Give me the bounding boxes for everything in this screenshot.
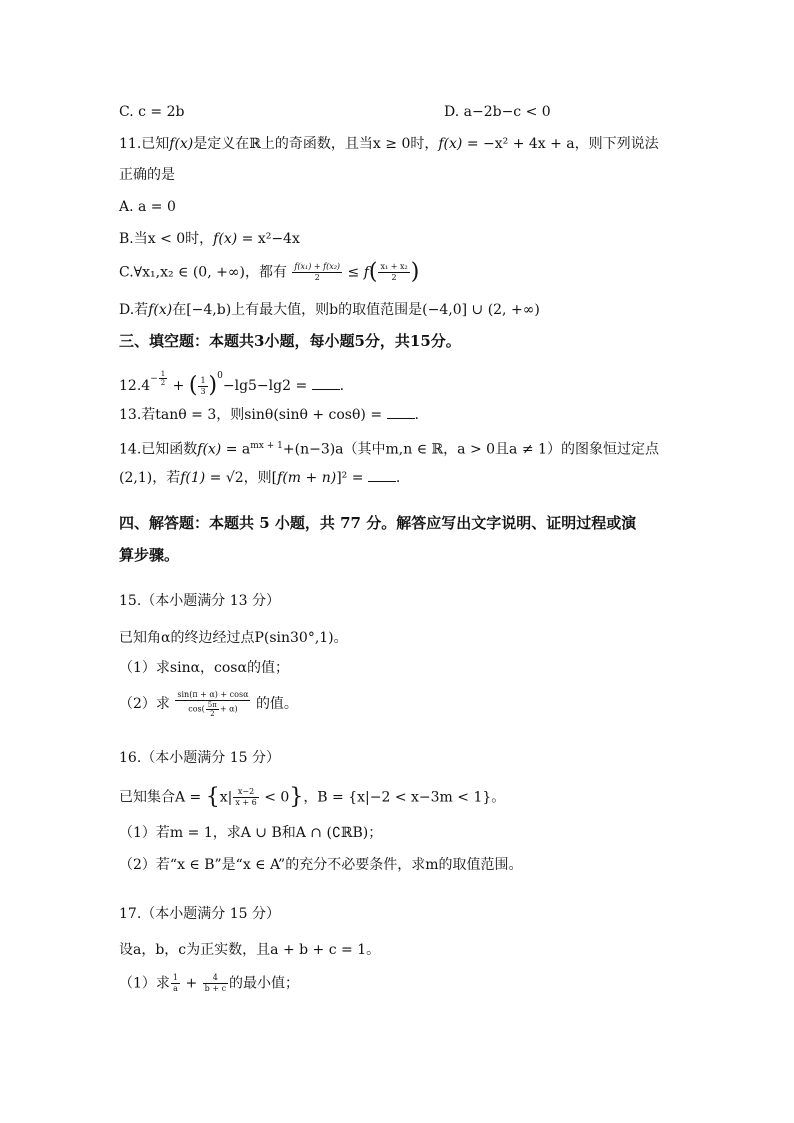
q12: $12.4^{- \frac{1}{2}}$ + ( $\frac{1}{3}$ )$^0$−lg5−lg2 = . [119,370,345,398]
q11-option-a: A. a = 0 [119,199,176,215]
q15-header: 15.（本小题满分 13 分） [119,593,280,609]
q17-header: 17.（本小题满分 15 分） [119,906,280,922]
q10-option-d: D. a−2b−c < 0 [444,104,551,120]
section-4-title-line2: 算步骤。 [119,546,180,564]
section-3-title: 三、填空题：本题共3小题，每小题5分，共15分。 [119,332,461,350]
q13: 13.若tanθ = 3，则sinθ(sinθ + cosθ) = . [119,407,419,423]
q14-line2: (2,1)，若f(1) = √2，则[f(m + n)]² = . [119,470,401,486]
q16-stem: 已知集合A = {x| $\frac{x-2}{x + 6}$ < 0}，B = {x|−2 < x−3m < 1}。 [119,784,506,810]
q15-part2: （2）求 sin(π + α) + cosα cos( $\frac{5\pi}{2}$ + α) 的值。 [119,690,298,718]
q11-option-c: C.∀x₁,x₂ ∈ (0, +∞)，都有 $\frac{\text{f(x₁) + f(x₂)}}{2}$ ≤ f( $\frac{\text{x₁ + x₂}}{2}$ ) [119,259,420,285]
q15-part1: （1）求sinα，cosα的值； [119,660,289,676]
q16-part2: （2）若“x ∈ B”是“x ∈ A”的充分不必要条件，求m的取值范围。 [119,857,523,873]
q15-stem: 已知角α的终边经过点P(sin30°,1)。 [119,630,348,646]
q13-answer-blank [387,406,415,419]
q15-fraction: sin(π + α) + cosα cos( $\frac{5\pi}{2}$ + α) [177,690,249,718]
q14-line1: 14.已知函数$f(x) = a^{mx + 1}+(n-3)a$（其中m,n ∈ ℝ，a > 0且a ≠ 1）的图象恒过定点 [119,441,659,458]
q11-c-fraction: $\frac{\text{f(x₁) + f(x₂)}}{2}$ [294,262,341,282]
q16-header: 16.（本小题满分 15 分） [119,750,280,766]
q11-option-b: B.当x < 0时，f(x) = x²−4x [119,231,300,247]
q12-answer-blank [312,377,340,390]
q11-stem: 11.已知f(x)是定义在ℝ上的奇函数，且当x ≥ 0时，f(x) = −x² + 4x + a，则下列说法 [119,136,659,152]
q11-option-d: D.若f(x)在[−4,b)上有最大值，则b的取值范围是(−4,0] ∪ (2, +∞) [119,302,540,318]
q17-stem: 设a，b，c为正实数，且a + b + c = 1。 [119,942,381,958]
q10-option-c: C. c = 2b [119,104,185,120]
q14-answer-blank [368,469,396,482]
q16-part1: （1）若m = 1，求A ∪ B和A ∩ (∁ℝB)； [119,825,383,841]
q11-stem-line2: 正确的是 [119,167,175,183]
q17-part1: （1）求 $\frac{1}{a}$ + $\frac{4}{b + c}$ 的最小值； [119,973,300,993]
q16-fraction: $\frac{x-2}{x + 6}$ [235,787,257,807]
q11-c-inner-fraction: $\frac{\text{x₁ + x₂}}{2}$ [380,262,408,282]
section-4-title: 四、解答题：本题共 5 小题，共 77 分。解答应写出文字说明、证明过程或演 [119,514,637,532]
